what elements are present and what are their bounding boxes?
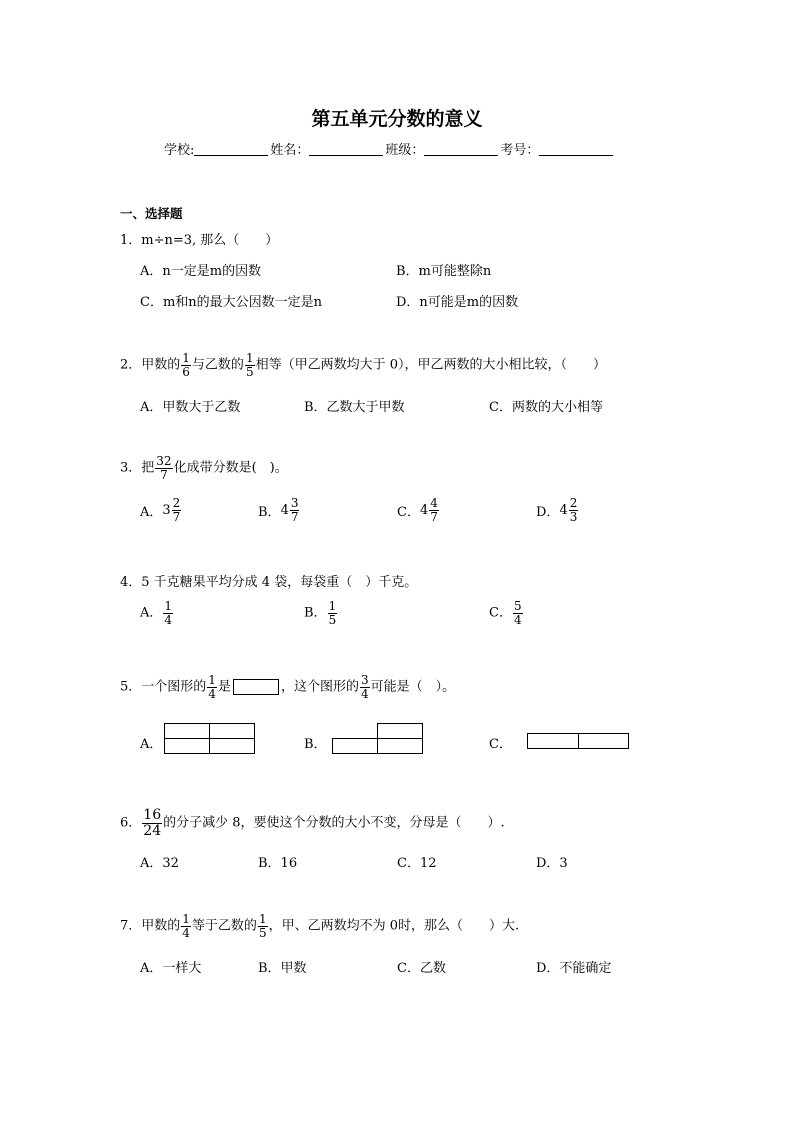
q2-option-b[interactable]: B．乙数大于甲数 xyxy=(304,400,405,415)
q4-option-c[interactable] xyxy=(489,600,524,626)
denominator: 4 xyxy=(164,612,173,627)
option-label: C． xyxy=(397,504,420,520)
q4-option-b[interactable] xyxy=(304,600,338,626)
numerator: 1 xyxy=(182,912,190,926)
q4-option-a[interactable] xyxy=(140,600,174,626)
figure-cell xyxy=(377,723,423,739)
figure-cell xyxy=(527,733,579,749)
q3-option-b[interactable] xyxy=(258,497,300,523)
school-label: 学校: xyxy=(164,143,195,158)
numerator: 16 xyxy=(143,807,162,823)
numerator: 32 xyxy=(156,454,172,468)
q2-option-a[interactable]: A．甲数大于乙数 xyxy=(140,400,241,415)
q6-option-a[interactable]: A．32 xyxy=(140,856,179,871)
question-5 xyxy=(120,674,455,700)
denominator: 4 xyxy=(360,686,369,701)
denominator: 5 xyxy=(328,612,337,627)
option-label: B． xyxy=(258,504,281,520)
q7-mid: 等于乙数的 xyxy=(191,918,257,934)
exam-no-label: 考号： xyxy=(500,143,540,158)
figure-cell xyxy=(209,723,255,739)
whole-part: 3 xyxy=(162,502,171,518)
numerator: 1 xyxy=(182,351,190,365)
q5-option-a[interactable]: A． xyxy=(140,737,163,752)
numerator: 3 xyxy=(360,673,369,687)
q2-option-c[interactable]: C．两数的大小相等 xyxy=(489,400,603,415)
q6-option-c[interactable]: C．12 xyxy=(397,856,437,871)
q3-prefix: 3．把 xyxy=(120,460,155,476)
q5-is: 是 xyxy=(217,679,231,695)
q1-option-a[interactable]: A．n一定是m的因数 xyxy=(140,264,262,279)
school-blank[interactable] xyxy=(194,143,268,156)
q7-fraction-2 xyxy=(258,913,268,939)
name-blank[interactable] xyxy=(309,143,383,156)
option-label: B． xyxy=(304,605,327,621)
fraction-part xyxy=(163,600,173,626)
q6-option-d[interactable]: D．3 xyxy=(536,856,568,871)
fraction-part xyxy=(290,497,300,523)
denominator: 5 xyxy=(258,925,267,940)
q2-suffix: 相等（甲乙两数均大于 0），甲乙两数的大小相比较，（ ） xyxy=(255,357,606,373)
denominator: 5 xyxy=(245,364,254,379)
q7-option-a[interactable]: A．一样大 xyxy=(140,961,202,976)
q6-fraction xyxy=(142,808,162,838)
class-blank[interactable] xyxy=(424,143,498,156)
figure-cell xyxy=(332,738,378,754)
question-4: 4．5 千克糖果平均分成 4 袋，每袋重（ ）千克。 xyxy=(120,575,418,590)
denominator: 24 xyxy=(143,822,162,839)
exam-no-blank[interactable] xyxy=(539,143,613,156)
section-heading: 一、选择题 xyxy=(120,206,183,221)
q3-option-c[interactable] xyxy=(397,497,440,523)
figure-cell xyxy=(578,733,629,749)
q2-fraction-1 xyxy=(181,352,191,378)
option-label: A． xyxy=(140,504,163,520)
q6-prefix: 6． xyxy=(120,815,142,831)
numerator: 1 xyxy=(208,673,216,687)
fraction-part xyxy=(513,600,523,626)
q1-option-c[interactable]: C．m和n的最大公因数一定是n xyxy=(140,295,323,310)
q1-option-b[interactable]: B．m可能整除n xyxy=(396,264,492,279)
fraction-part xyxy=(569,497,579,523)
q6-option-b[interactable]: B．16 xyxy=(258,856,298,871)
numerator: 1 xyxy=(245,351,254,365)
figure-cell xyxy=(377,738,423,754)
option-label: C． xyxy=(489,605,512,621)
q5-prefix: 5．一个图形的 xyxy=(120,679,207,695)
q7-option-d[interactable]: D．不能确定 xyxy=(536,961,612,976)
question-7 xyxy=(120,913,519,939)
denominator: 7 xyxy=(172,509,181,524)
option-label: D． xyxy=(536,504,560,520)
option-label: A． xyxy=(140,605,163,621)
q7-prefix: 7．甲数的 xyxy=(120,918,181,934)
numerator: 1 xyxy=(258,912,267,926)
numerator: 1 xyxy=(328,599,337,613)
q5-option-b[interactable]: B． xyxy=(304,737,327,752)
q7-option-c[interactable]: C．乙数 xyxy=(397,961,446,976)
figure-cell xyxy=(209,738,255,754)
whole-part: 4 xyxy=(280,502,289,518)
q6-suffix: 的分子减少 8，要使这个分数的大小不变，分母是（ ）. xyxy=(163,815,505,831)
fraction-part xyxy=(328,600,338,626)
denominator: 4 xyxy=(182,925,190,940)
q5-option-c[interactable]: C． xyxy=(489,737,512,752)
q5-fraction-2 xyxy=(360,674,370,700)
page-title: 第五单元分数的意义 xyxy=(311,108,483,130)
fraction-part xyxy=(172,497,182,523)
figure-cell xyxy=(164,723,210,739)
q1-option-d[interactable]: D．n可能是m的因数 xyxy=(396,295,519,310)
q7-option-b[interactable]: B．甲数 xyxy=(258,961,307,976)
denominator: 3 xyxy=(569,509,578,524)
question-3 xyxy=(120,455,288,481)
q3-option-a[interactable] xyxy=(140,497,182,523)
q2-fraction-2 xyxy=(245,352,255,378)
name-label: 姓名： xyxy=(270,143,310,158)
q3-fraction xyxy=(155,455,172,481)
fraction-part xyxy=(429,497,439,523)
numerator: 1 xyxy=(164,599,173,613)
q2-mid: 与乙数的 xyxy=(191,357,244,373)
class-label: 班级： xyxy=(385,143,425,158)
denominator: 4 xyxy=(208,686,216,701)
denominator: 6 xyxy=(182,364,190,379)
denominator: 4 xyxy=(513,612,522,627)
question-2 xyxy=(120,352,606,378)
numerator: 2 xyxy=(172,496,181,510)
denominator: 7 xyxy=(160,467,168,482)
q2-prefix: 2．甲数的 xyxy=(120,357,181,373)
q3-option-d[interactable] xyxy=(536,497,579,523)
numerator: 2 xyxy=(569,496,578,510)
numerator: 5 xyxy=(513,599,522,613)
student-info-row xyxy=(164,139,615,158)
q5-suffix: 可能是（ ）。 xyxy=(370,679,456,695)
q5-mid: ，这个图形的 xyxy=(280,679,359,695)
numerator: 4 xyxy=(430,496,438,510)
figure-cell xyxy=(164,738,210,754)
quarter-shape-rect xyxy=(233,679,279,695)
denominator: 7 xyxy=(290,509,299,524)
whole-part: 4 xyxy=(559,502,568,518)
question-6 xyxy=(120,808,505,838)
q7-fraction-1 xyxy=(181,913,191,939)
whole-part: 4 xyxy=(419,502,429,518)
q3-suffix: 化成带分数是( )。 xyxy=(173,460,288,476)
denominator: 7 xyxy=(430,509,438,524)
question-1: 1．m÷n=3, 那么（ ） xyxy=(120,233,279,248)
q5-fraction-1 xyxy=(207,674,217,700)
numerator: 3 xyxy=(290,496,299,510)
q7-suffix: ，甲、乙两数均不为 0时，那么（ ）大. xyxy=(268,918,520,934)
